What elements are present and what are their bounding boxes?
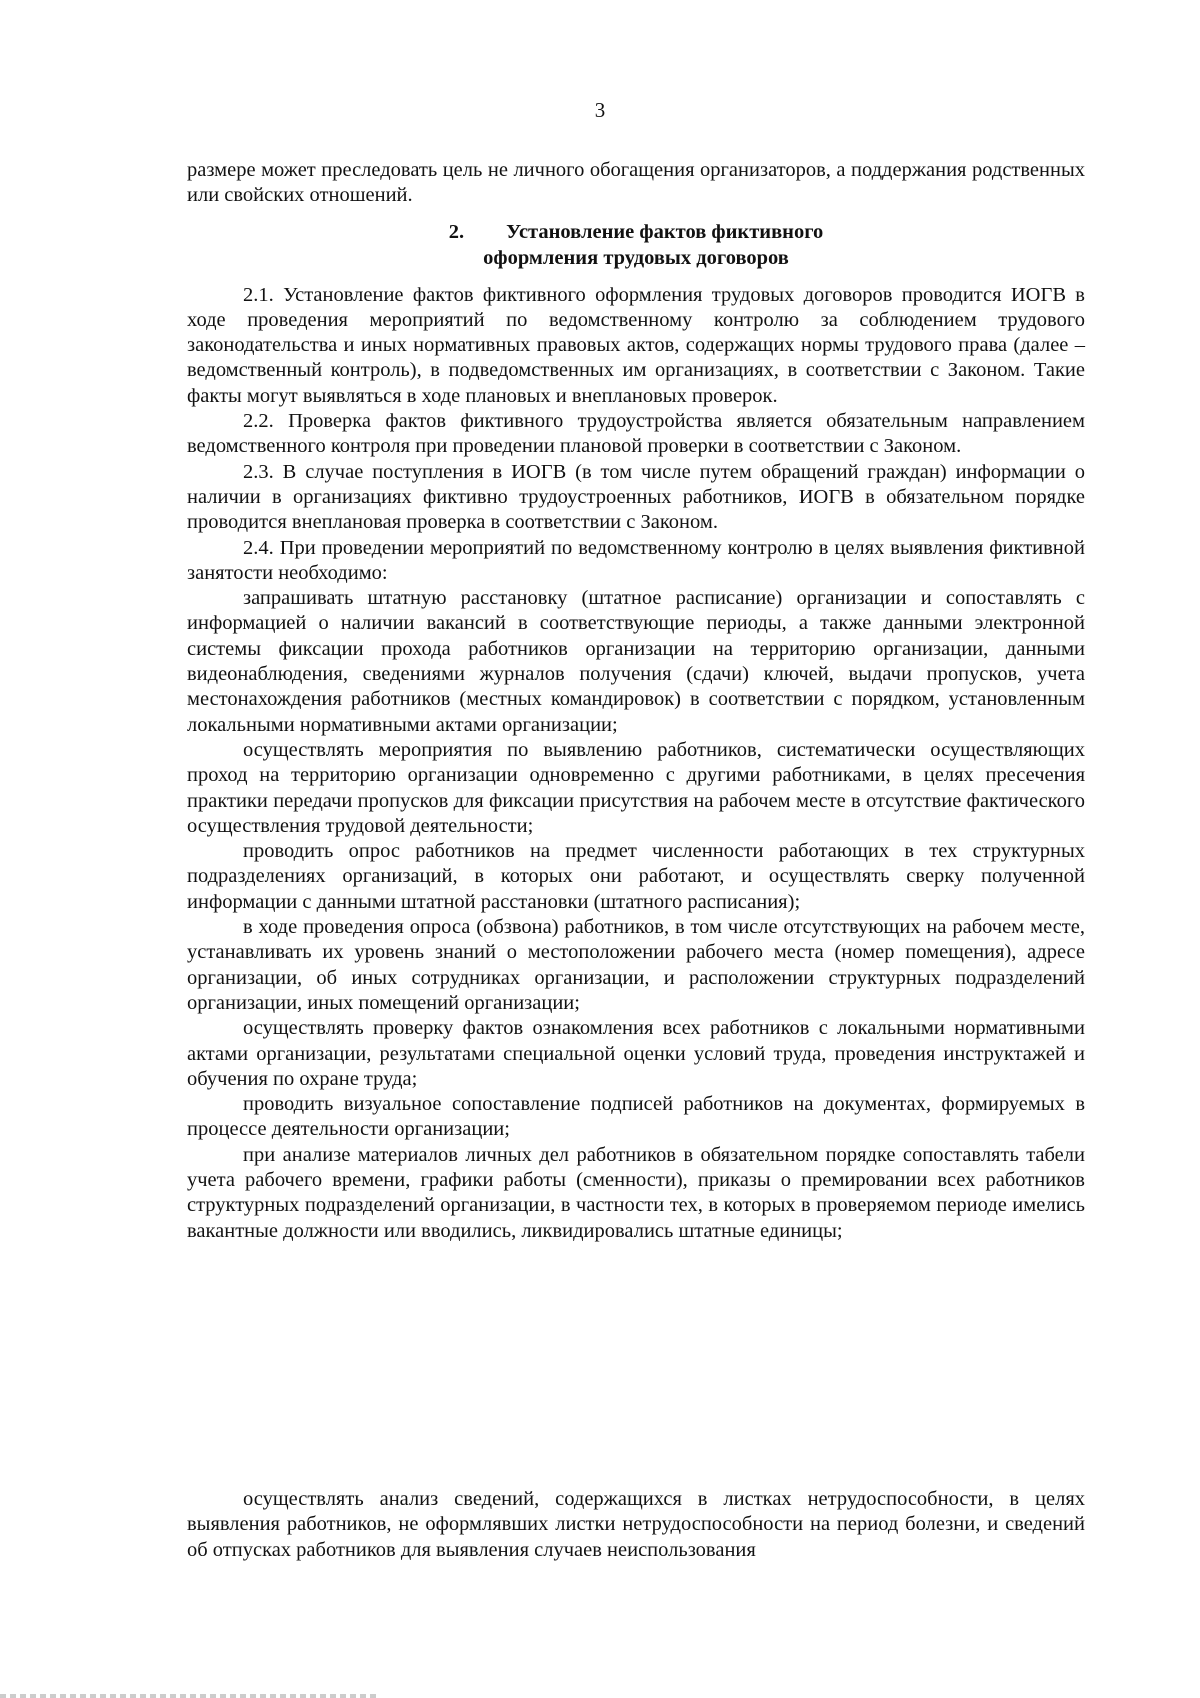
paragraph-2-1: 2.1. Установление фактов фиктивного оформления трудовых договоров проводится ИОГВ в ходе проведения мероприятий по ведомственному контролю за соблюдением трудового законодательства и иных нормативных правовых актов, содержащих нормы трудового права (далее – ведомственный контроль), в подведомственных им организациях, в соответствии с Законом. Такие факты могут выявляться в ходе плановых и внеплановых проверок. [187,283,1085,407]
section-title-line2: оформления трудовых договоров [483,246,789,269]
paragraph-2-4: 2.4. При проведении мероприятий по ведомственному контролю в целях выявления фиктивной занятости необходимо: [187,536,1085,584]
intro-paragraph: размере может преследовать цель не личного обогащения организаторов, а поддержания родственных или свойских отношений. [187,159,1085,207]
scan-artifact [0,1694,380,1698]
page-number: 3 [594,98,606,122]
paragraph-2-2: 2.2. Проверка фактов фиктивного трудоустройства является обязательным направлением ведомственного контроля при проведении плановой проверки в соответствии с Законом. [187,410,1085,458]
list-item: в ходе проведения опроса (обзвона) работников, в том числе отсутствующих на рабочем месте, устанавливать их уровень знаний о местоположении рабочего места (номер помещения), адресе организации, об иных сотрудниках организации, и расположении структурных подразделений организации, иных помещений организации; [187,916,1085,1014]
list-item: проводить визуальное сопоставление подписей работников на документах, формируемых в процессе деятельности организации; [187,1093,1085,1141]
list-item: осуществлять анализ сведений, содержащихся в листках нетрудоспособности, в целях выявления работников, не оформлявших листки нетрудоспособности на период болезни, и сведений об отпусках работников для выявления случаев неиспользования [187,1488,1085,1561]
list-item: при анализе материалов личных дел работников в обязательном порядке сопоставлять табели учета рабочего времени, графики работы (сменности), приказы о премировании всех работников структурных подразделений организации, в частности тех, в которых в проверяемом периоде имелись вакантные должности или вводились, ликвидировались штатные единицы; [187,1143,1085,1242]
document-body [187,158,1085,1244]
section-heading [187,219,1085,271]
paragraph-2-3: 2.3. В случае поступления в ИОГВ (в том числе путем обращений граждан) информации о наличии в организациях фиктивно трудоустроенных работников, ИОГВ в обязательном порядке проводится внеплановая проверка в соответствии с Законом. [187,460,1085,534]
section-number: 2. [448,220,465,243]
list-item: осуществлять мероприятия по выявлению работников, систематически осуществляющих проход на территорию организации одновременно с другими работниками, в целях пресечения практики передачи пропусков для фиксации присутствия на рабочем месте в отсутствие фактического осуществления трудовой деятельности; [187,738,1085,837]
document-body-continued [187,1487,1085,1563]
list-item: запрашивать штатную расстановку (штатное расписание) организации и сопоставлять с информацией о наличии вакансий в соответствующие периоды, а также данными электронной системы фиксации прохода работников организации на территорию организации, данными видеонаблюдения, сведениями журналов получения (сдачи) ключей, выдачи пропусков, учета местонахождения работников (местных командировок) в соответствии с порядком, установленным локальными нормативными актами организации; [187,587,1085,736]
section-title-line1: Установление фактов фиктивного [506,220,824,243]
list-item: проводить опрос работников на предмет численности работающих в тех структурных подразделениях организаций, в которых они работают, и осуществлять сверку полученной информации с данными штатной расстановки (штатного расписания); [187,840,1085,913]
list-item: осуществлять проверку фактов ознакомления всех работников с локальными нормативными актами организации, результатами специальной оценки условий труда, проведения инструктажей и обучения по охране труда; [187,1017,1085,1090]
